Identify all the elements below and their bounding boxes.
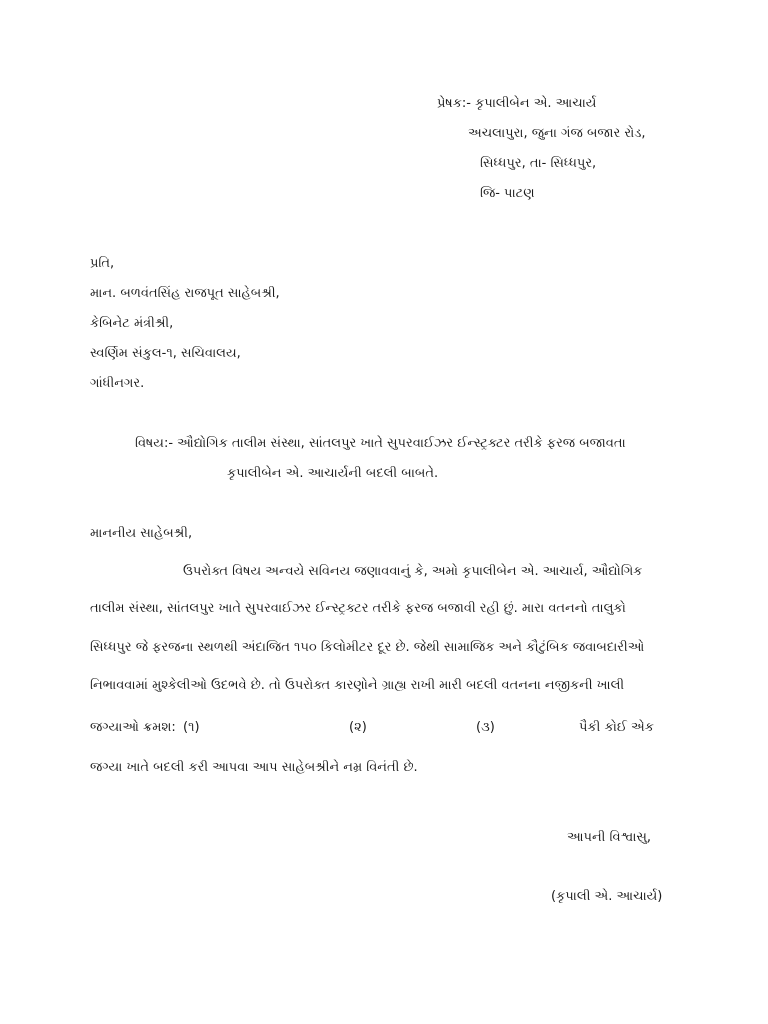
- signature: (કૃપાલી એ. આચાર્ય): [551, 889, 663, 904]
- sender-address-line: અચલાપુરા, જુના ગંજ બજાર રોડ,: [468, 126, 646, 141]
- recipient-prefix: પ્રતિ,: [90, 256, 115, 271]
- sender-name: પ્રેષક:- કૃપાલીબેન એ. આચાર્ય: [437, 96, 597, 111]
- salutation: માનનીય સાહેબશ્રી,: [90, 526, 193, 541]
- body-line: તાલીમ સંસ્થા, સાંતલપુર ખાતે સુપરવાઈઝર ઈન્સ્ટ્રક્ટર તરીકે ફરજ બજાવી રહી છું. મારા વતનનો તાલુકો: [90, 601, 626, 616]
- vacancy-slot-3: (૩): [476, 720, 495, 735]
- vacancy-slot-1: (૧): [183, 720, 200, 735]
- body-line: સિધ્ધપુર જે ફરજના સ્થળથી અંદાજિત ૧૫૦ કિલોમીટર દૂર છે. જેથી સામાજિક અને કૌટુંબિક જવાબદારીઓ: [90, 640, 645, 655]
- subject-line-continued: કૃપાલીબેન એ. આચાર્યની બદલી બાબતે.: [227, 466, 439, 481]
- recipient-address: સ્વર્ણિમ સંકુલ-૧, સચિવાલય,: [90, 346, 241, 361]
- recipient-designation: કેબિનેટ મંત્રીશ્રી,: [90, 316, 174, 331]
- vacancy-slots-tail: પૈકી કોઈ એક: [579, 720, 654, 735]
- body-line: ઉપરોક્ત વિષય અન્વયે સવિનય જણાવવાનું કે, અમો કૃપાલીબેન એ. આચાર્ય, ઔદ્યોગિક: [183, 564, 643, 579]
- body-line: જગ્યા ખાતે બદલી કરી આપવા આપ સાહેબશ્રીને નમ્ર વિનંતી છે.: [90, 760, 418, 775]
- vacancy-slots-label: જગ્યાઓ ક્રમશ:: [90, 720, 176, 735]
- recipient-city: ગાંધીનગર.: [90, 376, 145, 391]
- subject-line: વિષય:- ઔદ્યોગિક તાલીમ સંસ્થા, સાંતલપુર ખાતે સુપરવાઈઝર ઈન્સ્ટ્રક્ટર તરીકે ફરજ બજાવતા: [135, 436, 626, 451]
- sender-city-line: સિધ્ધપુર, તા- સિધ્ધપુર,: [480, 156, 597, 171]
- sender-district-line: જિ- પાટણ: [480, 186, 535, 201]
- body-line: નિભાવવામાં મુશ્કેલીઓ ઉદભવે છે. તો ઉપરોક્ત કારણોને ગ્રાહ્ય રાખી મારી બદલી વતનના નજીકની ખાલી: [90, 678, 625, 693]
- recipient-name: માન. બળવંતસિંહ રાજપૂત સાહેબશ્રી,: [90, 286, 280, 301]
- closing: આપની વિશ્વાસુ,: [567, 830, 652, 845]
- vacancy-slot-2: (૨): [349, 720, 367, 735]
